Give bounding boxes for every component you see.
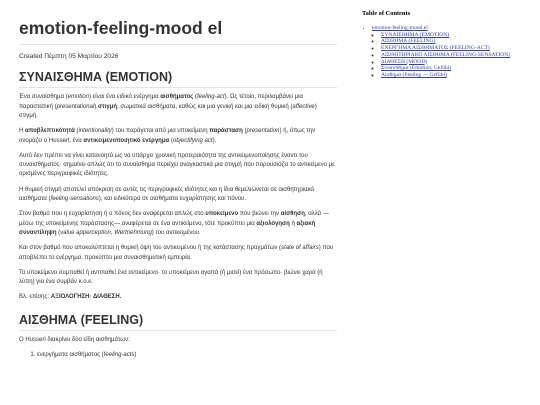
feeling-kinds-list: [19, 351, 337, 360]
toc-item: [381, 45, 534, 52]
paragraph-see-also: Βλ. επίσης: ΑΞΙΟΛΟΓΗΣΗ· ΔΙΑΘΕΣΗ.: [19, 294, 122, 301]
paragraph-value-apperception: Στον βαθμό που η ευχαρίστηση ή ο πόνος δεν αναφέρεται απλώς στο υποκείμενο που βιώνει την αίσθηση, αλλά —μέσω της υποκείμενης παράστασης— αναφέρεται σε ένα αντικείμενο, τότε προκύπτει μια αξιολόγηση ή αξιακή συναντίληψη (value apperception, Wertnehmung) του αντικειμένου.: [19, 211, 329, 236]
toc-link-feeling-sensation[interactable]: ΑΙΣΘΗΤΗΡΙΑΚΟ ΑΙΣΘΗΜΑ (FEELING-SENSATION): [381, 51, 511, 58]
toc-sublist: [372, 32, 534, 79]
toc-list: [362, 25, 534, 79]
document: [19, 0, 337, 405]
paragraph-emotion-definition: Ένα συναίσθημα (emotion) είναι ένα ειδικό ενέργημα αισθήματος (feeling-act). Ως τέτοιο, περιλαμβάνει μια παραστατική (presentational) στιγμή, σωματικά αισθήματα, καθώς και μια γενική και μια ειδική θυμική (affective) στιγμή.: [19, 94, 317, 119]
paragraph-examples: Το υποκείμενο συμπαθεί ή αντιπαθεί ένα αντικείμενο· το υποκείμενο αγαπά (ή μισεί) ένα πρόσωπο· βιώνει χαρά (ή λύπη) για ένα συμβάν κ.ο.κ.: [19, 269, 323, 286]
toc-link-mood[interactable]: ΔΙΑΘΕΣΗ (MOOD): [381, 58, 428, 65]
paragraph-emotional-experience: Και στον βαθμό που αποκαλύπτεται η θυμική όψη του αντικειμένου ή της κατάστασης πραγμάτων (state of affairs) που αποβλέπει το ενέργημα, προκύπτει μια συναισθηματική εμπειρία.: [19, 245, 334, 261]
page-title: emotion-feeling-mood el: [19, 18, 337, 45]
created-date: Created Πέμπτη 05 Μαρτίου 2026: [19, 53, 119, 60]
toc-item-root: [372, 25, 534, 79]
toc-item: [381, 65, 534, 72]
paragraph-two-kinds: Ο Husserl διακρίνει δύο είδη αισθημάτων:: [19, 337, 130, 344]
toc-title: Table of Contents: [362, 10, 411, 17]
list-item: 1. ενεργήματα αισθήματος (feeling-acts): [37, 351, 337, 360]
paragraph-intentionality: Η αποβλεπτικότητά (intentionality) του παράγεται από μια υποκείμενη παράσταση (presentation) ή, όπως την ονομάζει ο Husserl, ένα αντικειμενοποιητικό ενέργημα (objectifying act).: [19, 128, 316, 144]
heading-feeling: ΑΙΣΘΗΜΑ (FEELING): [19, 313, 337, 331]
toc-link-feeling-act[interactable]: ΕΝΕΡΓΗΜΑ ΑΙΣΘΗΜΑΤΟΣ (FEELING-ACT): [381, 45, 490, 52]
toc-link-root[interactable]: emotion-feeling-mood el: [372, 25, 428, 31]
paragraph-affective-moment: Η θυμική στιγμή αποτελεί απόκριση σε αυτές τις περιγραφικές ιδιότητες και η ίδια θεμελιώνεται σε αισθητηριακά αισθήματα (feeling-sensations), και ειδικότερα σε αισθήματα ευχαρίστησης και πόνου.: [19, 186, 314, 203]
paragraph-temporal-priority: Αυτό δεν πρέπει να γίνει κατανοητό ως να υπάρχει χρονική προτεραιότητα της αντικειμενοποίησης έναντι του συναισθήματος· σημαίνει απλώς ότι το συναίσθημα περιέχει αναγκαστικά μια στιγμή που παρουσιάζει το αντικείμενο με ορισμένες περιγραφικές ιδιότητες.: [19, 152, 335, 178]
toc-item: [381, 52, 534, 59]
toc-link-feeling[interactable]: ΑΙΣΘΗΜΑ (FEELING): [381, 38, 436, 45]
toc-link-feeling-gefuhl[interactable]: Αίσθημα (Feeling — Gefühl): [381, 71, 447, 78]
toc-link-emotion-gefuhl[interactable]: Συναίσθημα (Emotion, Gefühl): [381, 65, 452, 72]
heading-emotion: ΣΥΝΑΙΣΘΗΜΑ (EMOTION): [19, 70, 337, 88]
toc-item: [381, 72, 534, 79]
table-of-contents: [362, 10, 534, 79]
toc-link-emotion[interactable]: ΣΥΝΑΙΣΘΗΜΑ (EMOTION): [381, 31, 450, 38]
